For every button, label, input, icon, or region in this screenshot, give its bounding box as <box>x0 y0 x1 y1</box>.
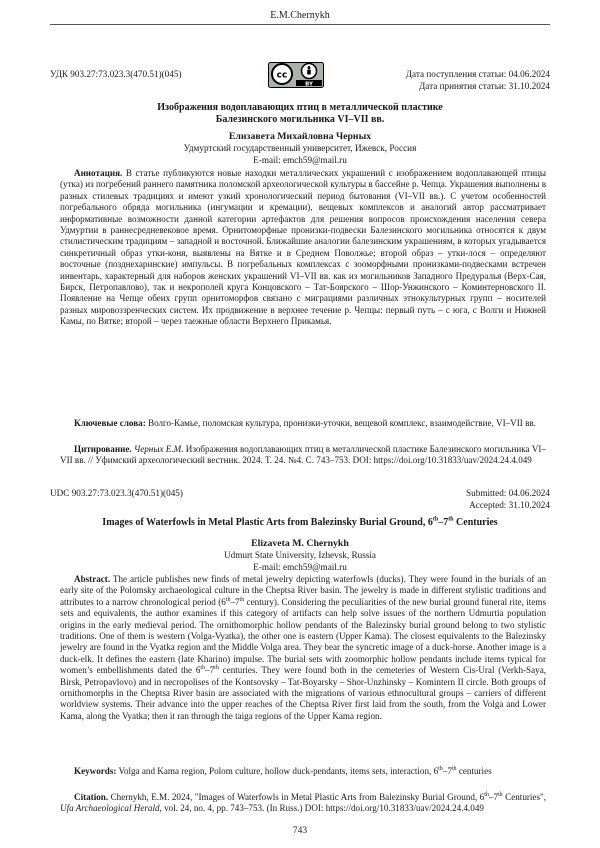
en-title <box>50 517 550 529</box>
en-keywords <box>60 766 546 777</box>
en-abstract-p5: centuries. They were found both in the cemeteries of Western Cis-Ural (Verkh-Saya, Birsk, Petropavlovo) and in necropolises of the Kontsovsky – Tat-Boyarsky – Shor-Unzhinsky – Komintern II circle. Both groups of ornithomorphs in the Cheptsa River basin are associated with the migrations of various ethnocultural groups – carriers of different worldview systems. Their advance into the upper reaches of the Cheptsa River first laid from the south, from the Volga and Lower Kama, along the Vyatka; then it ran through the taiga regions of the Upper Kama region. <box>60 665 546 721</box>
ru-keywords-text: Волго-Камье, поломская культура, пронизки-уточки, вещевой комплекс, взаимодействие, VI–VII вв. <box>148 418 536 428</box>
cc-by-license-graphic <box>268 62 324 88</box>
en-affiliation: Udmurt State University, Izhevsk, Russia <box>224 550 376 560</box>
en-submitted: Submitted: 04.06.2024 <box>466 488 550 498</box>
cc-icon <box>272 64 292 84</box>
en-abstract-sup1: th <box>225 596 231 603</box>
en-keywords-end: centuries <box>456 766 492 776</box>
en-author: Elizaveta M. Chernykh <box>251 538 349 549</box>
en-citation-p1: Chernykh, E.M. 2024, "Images of Waterfowls in Metal Plastic Arts from Balezinsky Burial Ground, 6 <box>110 792 485 802</box>
en-abstract <box>60 574 546 722</box>
en-title-end: Centuries <box>453 517 498 528</box>
en-keywords-dash: –7 <box>442 766 452 776</box>
by-label: BY <box>305 81 313 88</box>
en-keywords-sup2: th <box>451 765 457 772</box>
ru-keywords-label: Ключевые слова: <box>74 418 146 428</box>
en-abstract-label: Abstract. <box>74 574 111 584</box>
ru-email: E-mail: emch59@mail.ru <box>253 154 347 165</box>
ru-citation-author: Черных Е.М. <box>133 444 184 454</box>
en-title-sup2: th <box>448 516 454 523</box>
header-rule <box>50 24 550 25</box>
en-title-main: Images of Waterfowls in Metal Plastic Arts from Balezinsky Burial Ground, 6 <box>102 517 433 528</box>
en-affiliation-block <box>60 550 540 573</box>
cc-by-license-badge[interactable] <box>268 62 324 88</box>
en-keywords-text: Volga and Kama region, Polom culture, hollow duck-pendants, items sets, interaction, 6 <box>118 766 439 776</box>
ru-abstract-label: Аннотация. <box>74 168 123 178</box>
en-accepted: Accepted: 31.10.2024 <box>469 500 550 510</box>
ru-affiliation-block <box>60 143 540 166</box>
en-citation <box>60 792 546 815</box>
ru-accepted: Дата принятия статьи: 31.10.2024 <box>419 81 550 91</box>
page-number: 743 <box>292 826 308 836</box>
en-keywords-label: Keywords: <box>74 766 117 776</box>
ru-affiliation: Удмуртский государственный университет, Ижевск, Россия <box>183 143 417 153</box>
en-abstract-sup4: th <box>214 665 219 672</box>
ru-udc: УДК 903.27:73.023.3(470.51)(045) <box>50 69 182 79</box>
en-title-dash: –7 <box>438 517 449 528</box>
en-udc: UDC 903.27:73.023.3(470.51)(045) <box>50 488 183 498</box>
by-person-icon <box>302 64 317 79</box>
en-abstract-p3: century). Considering the peculiarities of the new burial ground funeral rite, items sets and equivalents, the author examines if this category of artifacts can help solve issues of the northern Udmurtia population origins in the early medieval period. The ornithomorphic hollow pendants of the Balezinsky burial ground belong to two stylistic traditions. One of them is western (Volga-Vyatka), the other one is eastern (Upper Kama). The closest equivalents to the Balezinsky jewelry are found in the Vyatka region and the Middle Volga area. They bear the syncretic image of a duck-horse. Another image is a duck-elk. It defines the eastern (late Kharino) impulse. The burial sets with zoomorphic hollow pendants include items typical for women’s embellishments dated the 6 <box>60 596 546 676</box>
en-citation-sup1: th <box>484 791 489 798</box>
ru-title-line1: Изображения водоплавающих птиц в металлической пластике <box>157 102 443 113</box>
en-title-sup1: th <box>432 516 439 523</box>
ru-author: Елизавета Михайловна Черных <box>228 131 372 142</box>
ru-citation-text[interactable]: Изображения водоплавающих птиц в металлической пластике Балезинского могильника VI–VII вв. // Уфимский археологический вестник. 2024. Т. 24. №4. С. 743–753. DOI: https://doi.org/10.31833/uav/2024.24.4.049 <box>60 444 546 466</box>
en-abstract-sup2: th <box>239 596 245 603</box>
en-email: E-mail: emch59@mail.ru <box>253 561 347 572</box>
ru-citation <box>60 444 546 467</box>
en-keywords-sup1: th <box>438 765 443 772</box>
svg-text:cc: cc <box>276 70 288 81</box>
en-abstract-p2: –7 <box>230 596 240 607</box>
ru-dates <box>406 68 550 92</box>
ru-received: Дата поступления статьи: 04.06.2024 <box>405 69 550 79</box>
en-abstract-p4: –7 <box>205 665 215 676</box>
en-citation-journal: Ufa Archaeological Herald <box>60 803 160 814</box>
en-citation-label: Citation. <box>74 792 109 802</box>
ru-title <box>60 102 540 126</box>
en-citation-p3: Centuries", <box>502 792 546 802</box>
ru-keywords <box>60 418 546 429</box>
ru-citation-label: Цитирование. <box>74 444 132 454</box>
ru-abstract-text: В статье публикуются новые находки металлических украшений с изображением водоплавающей птицы (утка) из погребений раннего памятника поломской археологической культуры в бассейне р. Чепца. Украшения выполнены в разных стилевых традициях и имеют узкий хронологический период бытования (VI–VII вв.). С учетом особенностей погребального обряда могильника (ингумации и кремации), вещевых комплексов и аналогий автор рассматривает информативные возможности данной категории артефактов для решения вопросов происхождения населения севера Удмуртии в раннесредневековое время. Орнитоморфные пронизки-подвески Балезинского могильника относятся к двум стилистическим традициям – западной и восточной. Ближайшие аналогии балезинским украшениям, в которых угадывается синкретичный образ утки-коня, выявлены на Вятке и в Среднем Поволжье; второй образ – утки-лося – определяют восточные (позднехаринские) импульсы. В погребальных комплексах с зооморфными пронизками-подвесками встречен инвентарь, характерный для наборов женских украшений VI–VII вв. как из могильников Западного Предуралья (Верх-Сая, Бирск, Петропавлово), так и некрополей круга Концовского – Тат-Боярского – Шор-Унжинского – Коминтерновского II. Появление на Чепце обеих групп орнитоморфов связано с миграциями различных этнокультурных групп – носителей разных мировоззренческих систем. Их продвижение в верхнее течение р. Чепцы: первый путь – с юга, с Волги и Нижней Камы, по Вятке; второй – через таежные области Верхнего Прикамья. <box>60 168 547 327</box>
ru-title-line2: Балезинского могильника VI–VII вв. <box>215 114 385 125</box>
en-citation-p2: –7 <box>488 792 498 802</box>
en-abstract-p1: The article publishes new finds of metal jewelry depicting waterfowls (ducks). They were found in the burials of an early site of the Polomsky archaeological culture in the Cheptsa River basin. The jewelry is made in different stylistic traditions and attributes to a narrow chronological period (6 <box>60 574 547 607</box>
ru-abstract <box>60 168 546 328</box>
en-citation-sup2: th <box>498 791 503 798</box>
en-dates <box>466 487 550 511</box>
running-header: E.M.Chernykh <box>270 10 330 21</box>
en-abstract-sup3: th <box>200 665 206 672</box>
en-citation-doi[interactable]: , vol. 24, no. 4, pp. 743–753. (In Russ.) DOI: https://doi.org/10.31833/uav/2024.24.4.049 <box>159 803 484 814</box>
